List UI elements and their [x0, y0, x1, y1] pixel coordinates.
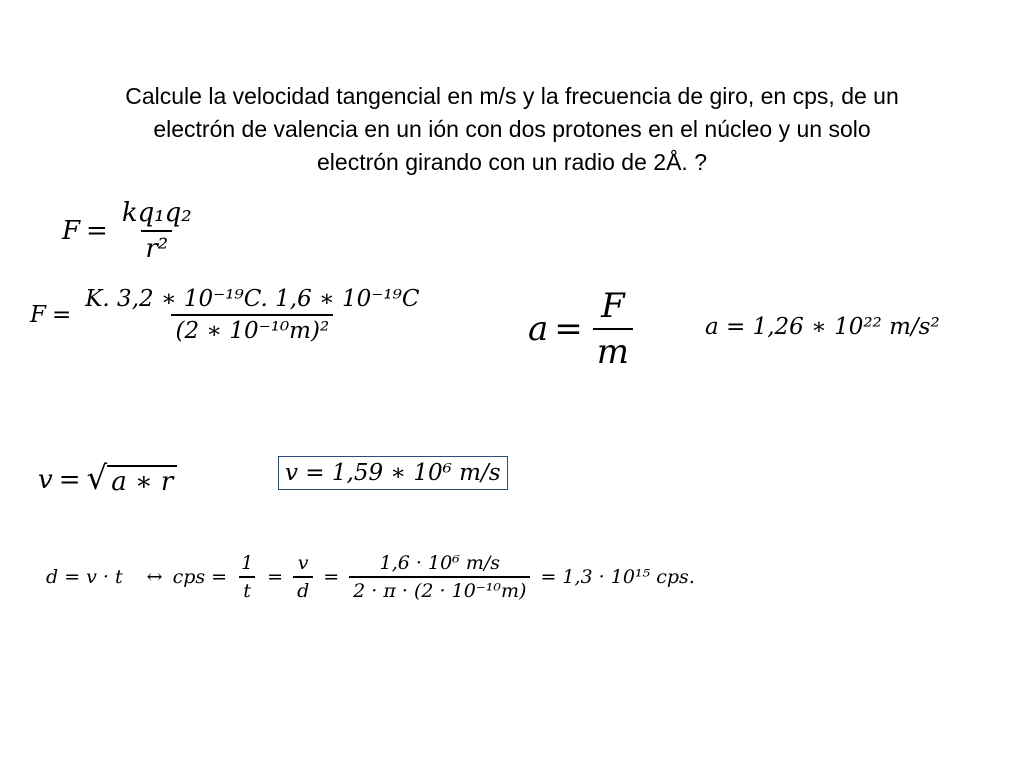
coulomb-formula: F = $\frac{\text{kq₁q₂}}{\text{r²}}$ [62, 198, 200, 264]
coulomb-numerator: kq₁q₂ [121, 198, 192, 228]
acceleration-fraction [593, 286, 633, 372]
force-numerator: K. 3,2 ∗ 10⁻¹⁹C. 1,6 ∗ 10⁻¹⁹C [85, 286, 420, 312]
frequency-fraction-1: $\frac{1}{t}$ [241, 552, 254, 602]
velocity-result: v = 1,59 ∗ 10⁶ m/s [285, 460, 501, 486]
force-fraction [81, 286, 423, 344]
sqrt-icon: √ [86, 459, 108, 497]
problem-line-2: electrón de valencia en un ión con dos protones en el núcleo y un solo [153, 116, 871, 142]
equivalence-arrow-icon: ↔ [146, 566, 163, 588]
coulomb-fraction [118, 198, 196, 264]
cps-lhs: cps [172, 566, 206, 588]
acceleration-lhs: a [528, 309, 549, 349]
acceleration-denominator: m [593, 328, 633, 372]
radicand: a ∗ r [107, 465, 177, 497]
frequency-fraction-2: $\frac{v}{d}$ [293, 552, 313, 602]
velocity-lhs: v [38, 464, 53, 495]
coulomb-denominator: r² [141, 230, 172, 264]
velocity-formula: v = √ a ∗ r [38, 462, 177, 497]
force-lhs: F [30, 302, 46, 328]
frequency-fraction-3: $\frac{\text{1,6 · 10⁶ m/s}}{\text{2 · π · (2 · 10⁻¹⁰m)}}$ [349, 552, 530, 602]
problem-line-1: Calcule la velocidad tangencial en m/s y la frecuencia de giro, en cps, de un [125, 83, 899, 109]
acceleration-formula: a = $\frac{F}{m}$ [528, 286, 637, 372]
frequency-result: 1,3 · 10¹⁵ cps. [562, 566, 695, 588]
frequency-derivation: d = v · t ↔ cps = $\frac{1}{t}$ = $\frac{v}{d}$ = $\frac{\text{1,6 · 10⁶ m/s}}{\text{2 · π · (2 · 10⁻¹⁰m)}}$ = 1,3 · 10¹⁵ cps. [46, 552, 695, 602]
sqrt-expression [86, 459, 178, 497]
force-denominator: (2 ∗ 10⁻¹⁰m)² [171, 314, 333, 344]
force-substitution: F = $\frac{\text{K. 3,2 ∗ 10⁻¹⁹C. 1,6 ∗ 10⁻¹⁹C}}{\text{(2 ∗ 10⁻¹⁰m)²}}$ [30, 286, 427, 344]
velocity-result-box [278, 456, 508, 490]
distance-formula: d = v · t [46, 566, 123, 588]
coulomb-lhs: F [62, 216, 81, 246]
problem-statement [60, 80, 964, 179]
acceleration-result: a = 1,26 ∗ 10²² m/s² [705, 314, 940, 340]
acceleration-numerator: F [601, 286, 625, 326]
problem-line-3: electrón girando con un radio de 2Å. ? [317, 149, 707, 175]
